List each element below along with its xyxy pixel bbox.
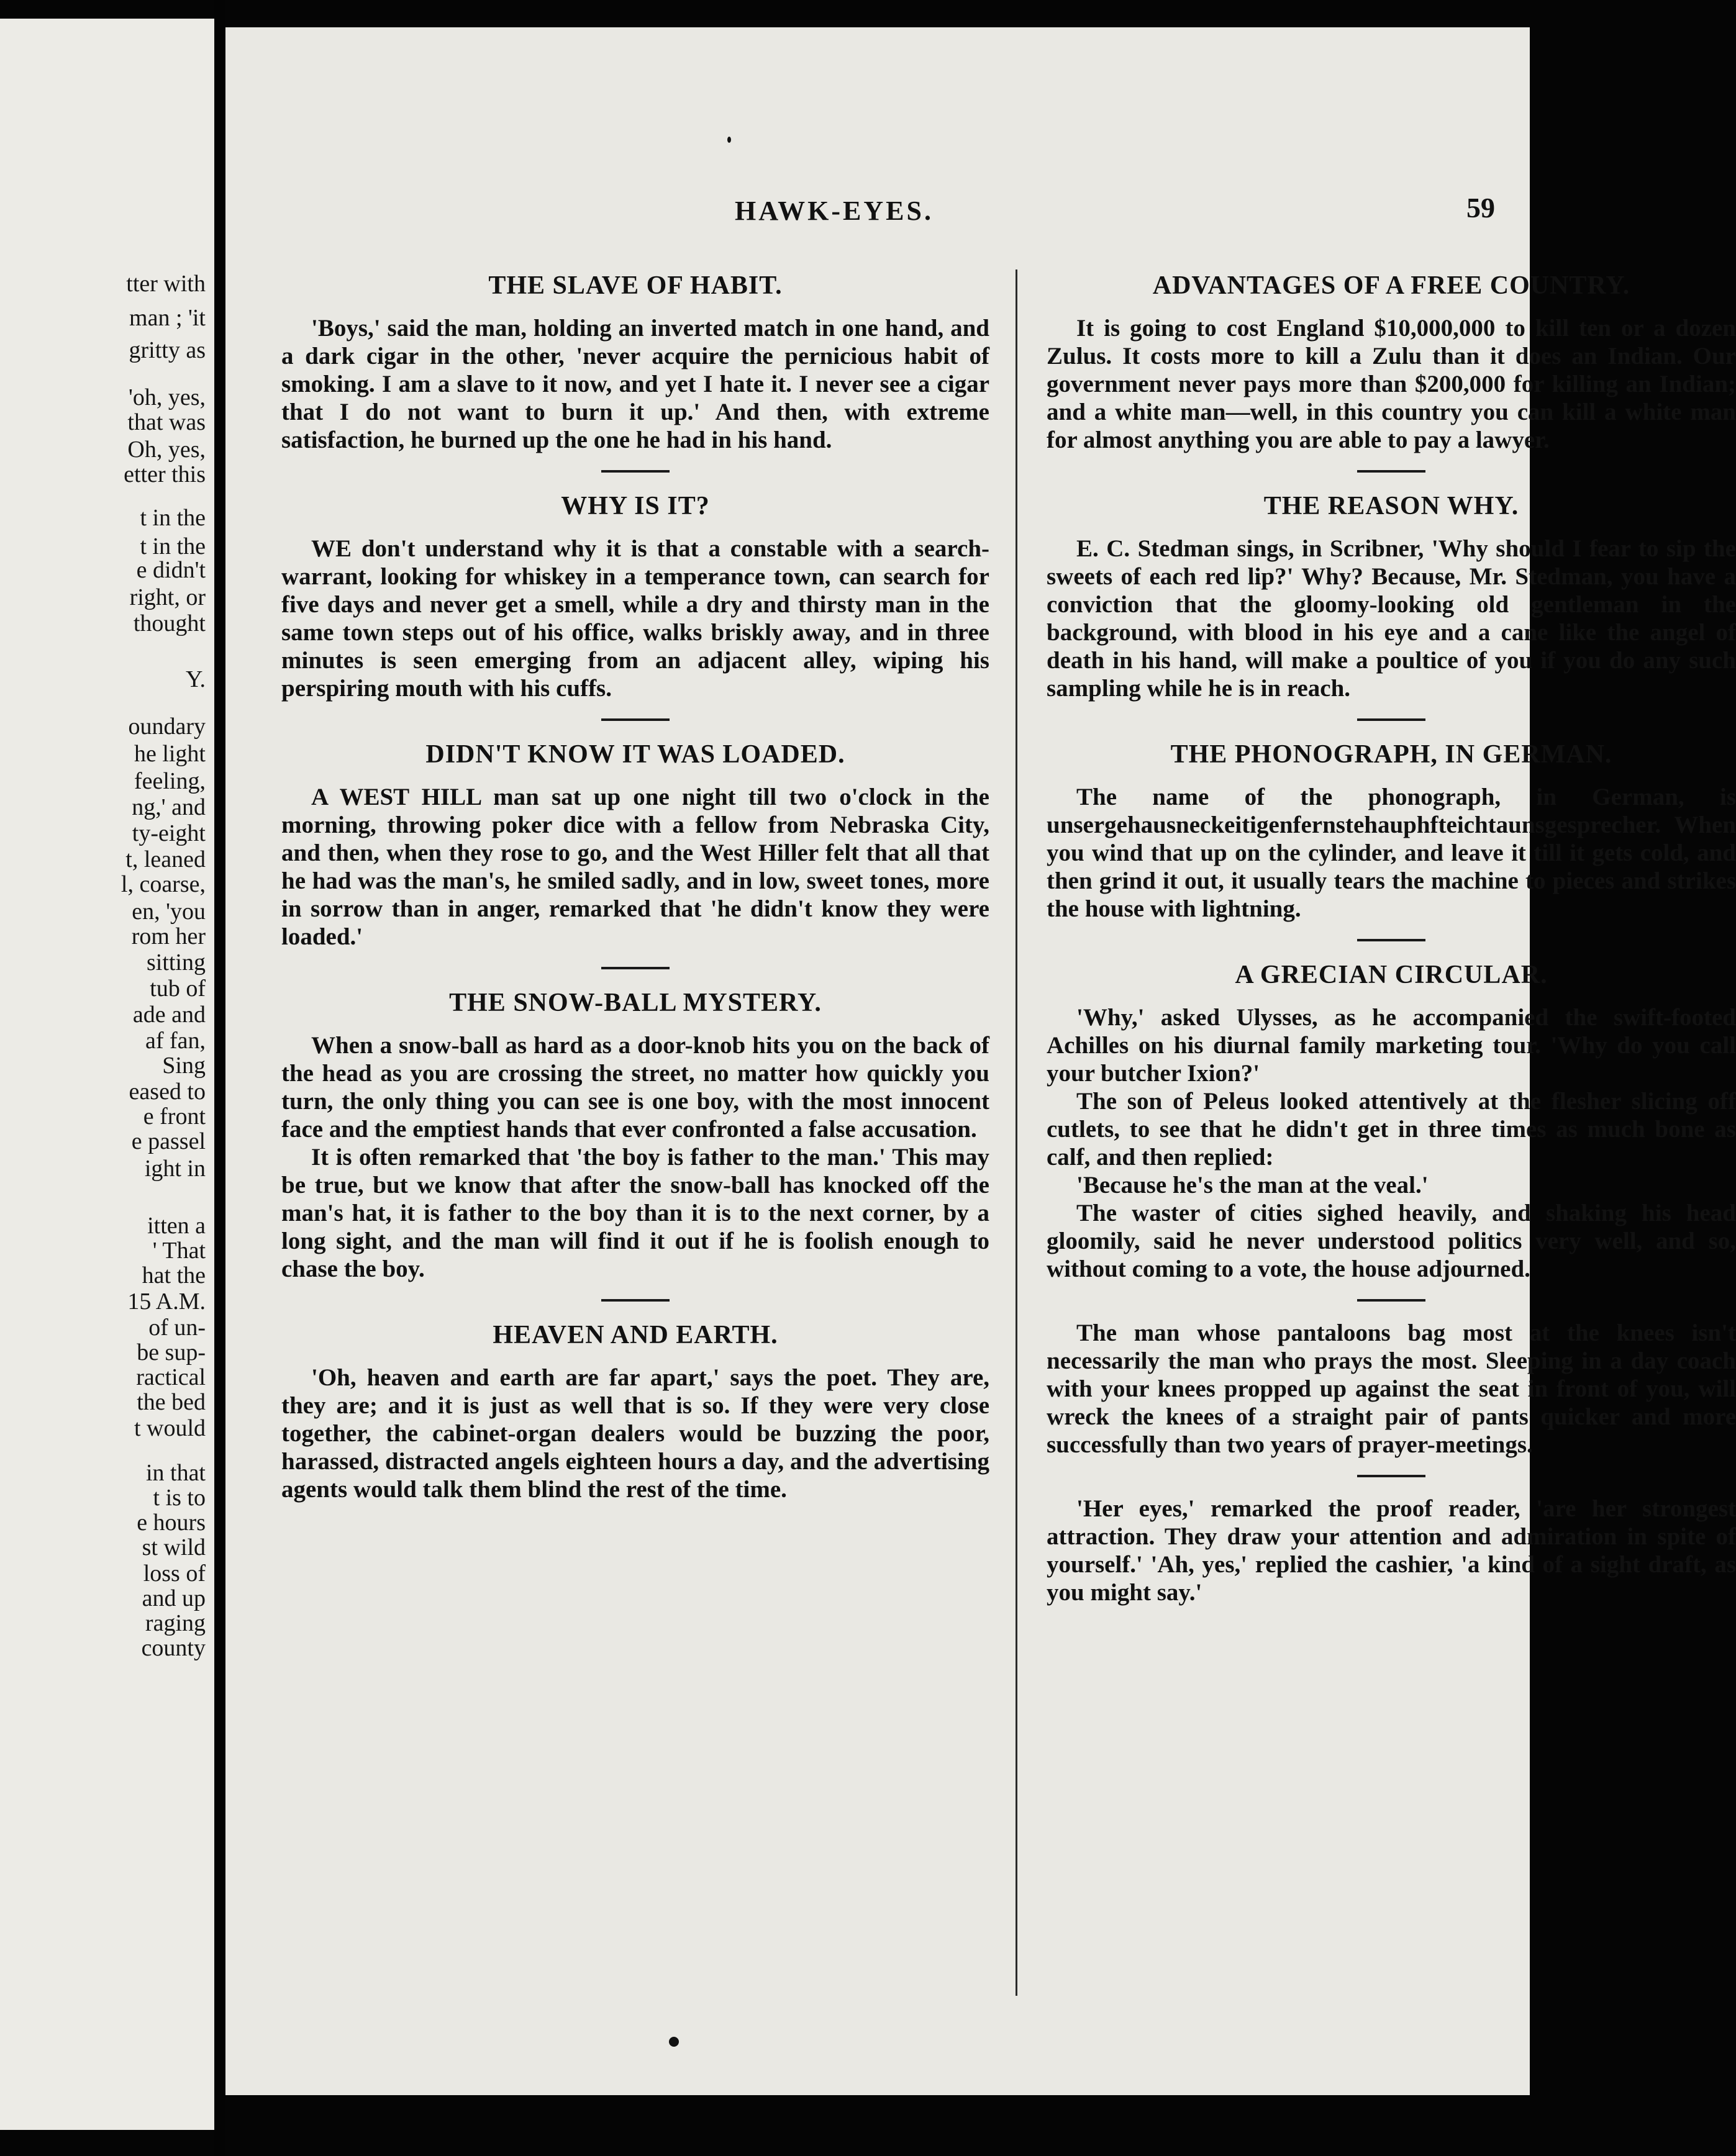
page-number: 59 [1466,192,1495,224]
facing-page-fragment [0,19,214,2130]
facing-page-line: 'oh, yes, [128,384,206,410]
article-paragraph: E. C. Stedman sings, in Scribner, 'Why should I fear to sip the sweets of each red lip?' Why? Because, Mr. Stedman, you have a conviction that the gloomy-looking old gentleman in the background, with blood in his eye and a cane like the angel of death in his hand, will make a poultice of you if you do any such sampling while he is in reach. [1047,535,1736,702]
article-separator [1357,718,1425,721]
facing-page-line: right, or [129,584,206,610]
facing-page-line: 15 A.M. [127,1289,206,1315]
article-paragraph: WE don't understand why it is that a constable with a search-warrant, looking for whiskey in a temperance town, can search for five days and never get a smell, while a dry and thirsty man in the same town steps out of his office, walks briskly away, and in three minutes is seen emerging from an adjacent alley, wiping his perspiring mouth with his cuffs. [281,535,989,702]
ink-speck [669,2037,679,2047]
article-separator [1357,470,1425,473]
facing-page-line: tub of [150,976,206,1002]
facing-page-line: itten a [147,1213,206,1239]
ink-speck [727,137,731,143]
article-paragraph: 'Her eyes,' remarked the proof reader, 'are her strongest attraction. They draw your attention and admiration in spite of yourself.' 'Ah, yes,' replied the cashier, 'a kind of a sight draft, as you might say.' [1047,1495,1736,1606]
facing-page-line: he light [134,741,206,767]
article-headline: DIDN'T KNOW IT WAS LOADED. [425,740,845,769]
article-separator [1357,1299,1425,1302]
article-paragraph: 'Boys,' said the man, holding an inverted match in one hand, and a dark cigar in the other, 'never acquire the pernicious habit of smoking. I am a slave to it now, and yet I hate it. I never see a cigar that I do not want to burn it up.' And then, with extreme satisfaction, he burned up the one he had in his hand. [281,315,989,453]
running-head: HAWK-EYES. [735,196,934,226]
facing-page-line: t is to [153,1485,206,1511]
article-separator [601,1299,670,1302]
article-paragraph: 'Because he's the man at the veal.' [1076,1172,1429,1198]
article [1047,738,1736,923]
facing-page-line: st wild [142,1534,206,1560]
facing-page-line: county [141,1635,206,1661]
facing-page-line: t in the [140,505,206,531]
facing-page-line: e front [143,1103,206,1130]
article-paragraph: When a snow-ball as hard as a door-knob hits you on the back of the head as you are crossing the street, no matter how quickly you turn, the only thing you can see is one boy, with the most innocent face and the emptiest hands that ever confronted a false accusation. [281,1032,989,1143]
facing-page-line: gritty as [129,337,206,363]
facing-page-line: ight in [144,1156,206,1182]
facing-page-line: af fan, [145,1028,206,1054]
facing-page-line: in that [145,1460,206,1486]
facing-page-line: e passel [131,1128,206,1154]
article [1047,959,1736,1283]
article-paragraph: The name of the phonograph, in German, is unsergehausneckeitigenfernstehauphfteichtaunsgesprecher. When you wind that up on the cylinder, and leave it till it gets cold, and then grind it out, it usually tears the machine to pieces and strikes the house with lightning. [1047,784,1736,922]
article-separator [601,470,670,473]
article-headline: WHY IS IT? [561,492,710,520]
article-paragraph: The man whose pantaloons bag most at the knees isn't necessarily the man who prays the most. Sleeping in a day coach with your knees propped up against the seat in front of you, will wreck the knees of a straight pair of pants quicker and more successfully than two years of prayer-meetings. [1047,1320,1736,1458]
facing-page-line: be sup- [137,1339,206,1366]
article-separator [1357,939,1425,941]
facing-page-line: Sing [162,1053,206,1079]
facing-page-line: feeling, [134,768,206,794]
book-page [225,27,1736,2095]
facing-page-line: thought [133,610,206,636]
article-paragraph: 'Why,' asked Ulysses, as he accompanied the swift-footed Achilles on his diurnal family marketing tour. 'Why do you call your butcher Ixion?' [1047,1004,1736,1087]
article-headline: ADVANTAGES OF A FREE COUNTRY. [1152,271,1630,300]
facing-page-line: rom her [131,923,206,949]
facing-page-line: eased to [129,1079,206,1105]
article [281,738,989,951]
right-column [1047,270,1736,1623]
facing-page-line: t, leaned [125,846,206,872]
book-gutter [214,0,225,2156]
facing-page-line: of un- [148,1315,206,1341]
facing-page-line: ty-eight [132,820,206,846]
facing-page-line: sitting [146,949,206,976]
article [1047,1319,1736,1459]
facing-page-line: oundary [128,713,206,740]
article-paragraph: The son of Peleus looked attentively at the flesher slicing off cutlets, to see that he didn't get in three times as much bone as calf, and then replied: [1047,1088,1736,1171]
article-paragraph: 'Oh, heaven and earth are far apart,' says the poet. They are, they are; and it is just as well that is so. If they were very close together, the cabinet-organ dealers would be buzzing the poor, harassed, distracted angels eighteen hours a day, and the advertising agents would talk them blind the rest of the time. [281,1364,989,1503]
article [281,490,989,702]
article [1047,1495,1736,1606]
facing-page-line: t in the [140,533,206,559]
facing-page-line: tter with [126,271,206,297]
facing-page-line: ade and [132,1002,206,1028]
article-headline: THE REASON WHY. [1263,492,1519,520]
facing-page-line: en, 'you [132,899,206,925]
article-paragraph: The waster of cities sighed heavily, and shaking his head gloomily, said he never understood politics very well, and so, without coming to a vote, the house adjourned. [1047,1200,1736,1282]
facing-page-line: loss of [143,1560,206,1587]
article-separator [1357,1475,1425,1477]
article-headline: THE SNOW-BALL MYSTERY. [449,989,822,1017]
facing-page-line: man ; 'it [129,305,206,331]
facing-page-line: raging [145,1610,206,1636]
article-separator [601,718,670,721]
facing-page-line: etter this [124,461,206,487]
facing-page-line: e hours [137,1510,206,1536]
article [281,270,989,454]
article-paragraph: It is often remarked that 'the boy is father to the man.' This may be true, but we know that after the snow-ball has knocked off the man's hat, it is father to the boy than it is to the next corner, by a long sight, and the man will find it out if he is foolish enough to chase the boy. [281,1144,989,1282]
article-headline: THE PHONOGRAPH, IN GERMAN. [1170,740,1612,769]
article [281,1319,989,1503]
article-paragraph: A WEST HILL man sat up one night till two o'clock in the morning, throwing poker dice with a fellow from Nebraska City, and then, when they rose to go, and the West Hiller felt that all that he had was the man's, he smiled sadly, and in low, sweet tones, more in sorrow than in anger, remarked that 'he didn't know they were loaded.' [281,784,989,950]
facing-page-line: the bed [137,1389,206,1415]
article-headline: THE SLAVE OF HABIT. [488,271,783,300]
facing-page-line: that was [127,409,206,435]
article [1047,270,1736,454]
facing-page-line: l, coarse, [120,871,206,897]
article-headline: HEAVEN AND EARTH. [493,1321,778,1349]
article-paragraph: It is going to cost England $10,000,000 to kill ten or a dozen Zulus. It costs more to kill a Zulu than it does an Indian. Our government never pays more than $200,000 for killing an Indian; and a white man—well, in this country you can kill a white man for almost anything you are able to pay a lawyer. [1047,315,1736,453]
facing-page-line: e didn't [136,557,206,583]
facing-page-line: hat the [142,1262,206,1289]
facing-page-line: and up [142,1585,206,1611]
article-headline: A GRECIAN CIRCULAR. [1235,961,1548,989]
facing-page-line: Oh, yes, [127,437,206,463]
facing-page-line: ng,' and [132,794,206,820]
left-column [281,270,989,1520]
article [281,987,989,1283]
article [1047,490,1736,702]
facing-page-line: t would [134,1415,206,1441]
article-separator [601,967,670,969]
column-rule [1016,270,1017,1996]
facing-page-line: ractical [136,1364,206,1390]
facing-page-line: Y. [185,666,206,692]
facing-page-line: ' That [152,1238,206,1264]
